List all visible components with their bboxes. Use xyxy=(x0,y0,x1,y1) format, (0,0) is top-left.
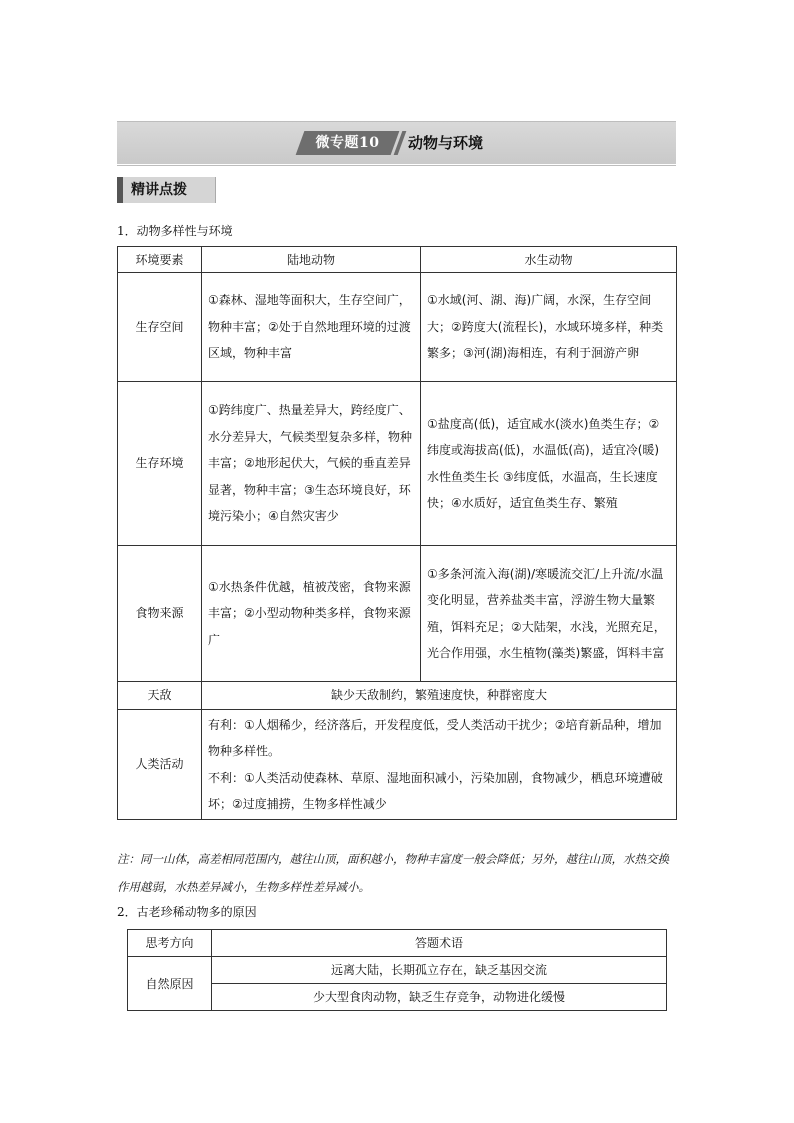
topic-tag: 微专题10 xyxy=(315,135,380,151)
land-cell: ①跨纬度广、热量差异大，跨经度广、水分差异大，气候类型复杂多样，物种丰富；②地形起伏大，气候的垂直差异显著，物种丰富；③生态环境良好，环境污染小；④自然灾害少 xyxy=(202,382,421,546)
header-cell: 水生动物 xyxy=(421,247,677,273)
water-cell: ①水域(河、湖、海)广阔，水深，生存空间大；②跨度大(流程长)，水域环境多样，种类繁多；③河(湖)海相连，有利于洄游产卵 xyxy=(421,273,677,382)
land-cell: ①水热条件优越，植被茂密，食物来源丰富；②小型动物种类多样，食物来源广 xyxy=(202,546,421,682)
water-cell: ①多条河流入海(湖)/寒暖流交汇/上升流/水温变化明显，营养盐类丰富，浮游生物大量繁殖，饵料充足；②大陆架，水浅，光照充足，光合作用强，水生植物(藻类)繁盛，饵料丰富 xyxy=(421,546,677,682)
header-cell: 环境要素 xyxy=(118,247,202,273)
human-con-text: 不利：①人类活动使森林、草原、湿地面积减小，污染加剧，食物减少，栖息环境遭破坏；②过度捕捞，生物多样性减少 xyxy=(208,770,663,811)
enemy-cell: 缺少天敌制约，繁殖速度快，种群密度大 xyxy=(202,682,677,710)
term-cell: 远离大陆，长期孤立存在，缺乏基因交流 xyxy=(212,957,667,984)
factor-cell: 生存空间 xyxy=(118,273,202,382)
header-cell: 答题术语 xyxy=(212,930,667,957)
header-cell: 思考方向 xyxy=(128,930,212,957)
table-row xyxy=(118,546,677,682)
human-activity-cell xyxy=(202,710,677,820)
land-cell: ①森林、湿地等面积大，生存空间广，物种丰富；②处于自然地理环境的过渡区域，物种丰富 xyxy=(202,273,421,382)
animal-environment-table xyxy=(117,246,677,820)
factor-cell: 自然原因 xyxy=(128,957,212,1011)
table-header-row xyxy=(128,930,667,957)
table-row xyxy=(118,273,677,382)
banner-divider xyxy=(117,165,676,166)
table-row xyxy=(118,682,677,710)
section-label-box xyxy=(117,177,216,203)
header-cell: 陆地动物 xyxy=(202,247,421,273)
table-row xyxy=(118,710,677,820)
heading-2: 2．古老珍稀动物多的原因 xyxy=(117,905,257,919)
water-cell: ①盐度高(低)，适宜咸水(淡水)鱼类生存；②纬度或海拔高(低)，水温低(高)，适宜冷(暖)水性鱼类生长 ③纬度低，水温高，生长速度快；④水质好，适宜鱼类生存、繁殖 xyxy=(421,382,677,546)
note-text: 注：同一山体，高差相同范围内，越往山顶，面积越小，物种丰富度一般会降低；另外，越往山顶，水热交换作用越弱，水热差异减小，生物多样性差异减小。 xyxy=(117,852,669,894)
human-pro-text: 有利：①人烟稀少，经济落后，开发程度低，受人类活动干扰少；②培育新品种，增加物种多样性。 xyxy=(208,717,662,758)
topic-banner xyxy=(117,121,676,164)
factor-cell: 食物来源 xyxy=(118,546,202,682)
topic-title: 动物与环境 xyxy=(408,134,484,152)
table-row xyxy=(128,957,667,984)
factor-cell: 人类活动 xyxy=(118,710,202,820)
table-header-row xyxy=(118,247,677,273)
factor-cell: 天敌 xyxy=(118,682,202,710)
factor-cell: 生存环境 xyxy=(118,382,202,546)
term-cell: 少大型食肉动物，缺乏生存竞争，动物进化缓慢 xyxy=(212,984,667,1011)
section-label: 精讲点拨 xyxy=(131,182,187,198)
heading-1: 1．动物多样性与环境 xyxy=(117,224,233,238)
rare-animals-table xyxy=(127,929,667,1011)
table-row xyxy=(118,382,677,546)
